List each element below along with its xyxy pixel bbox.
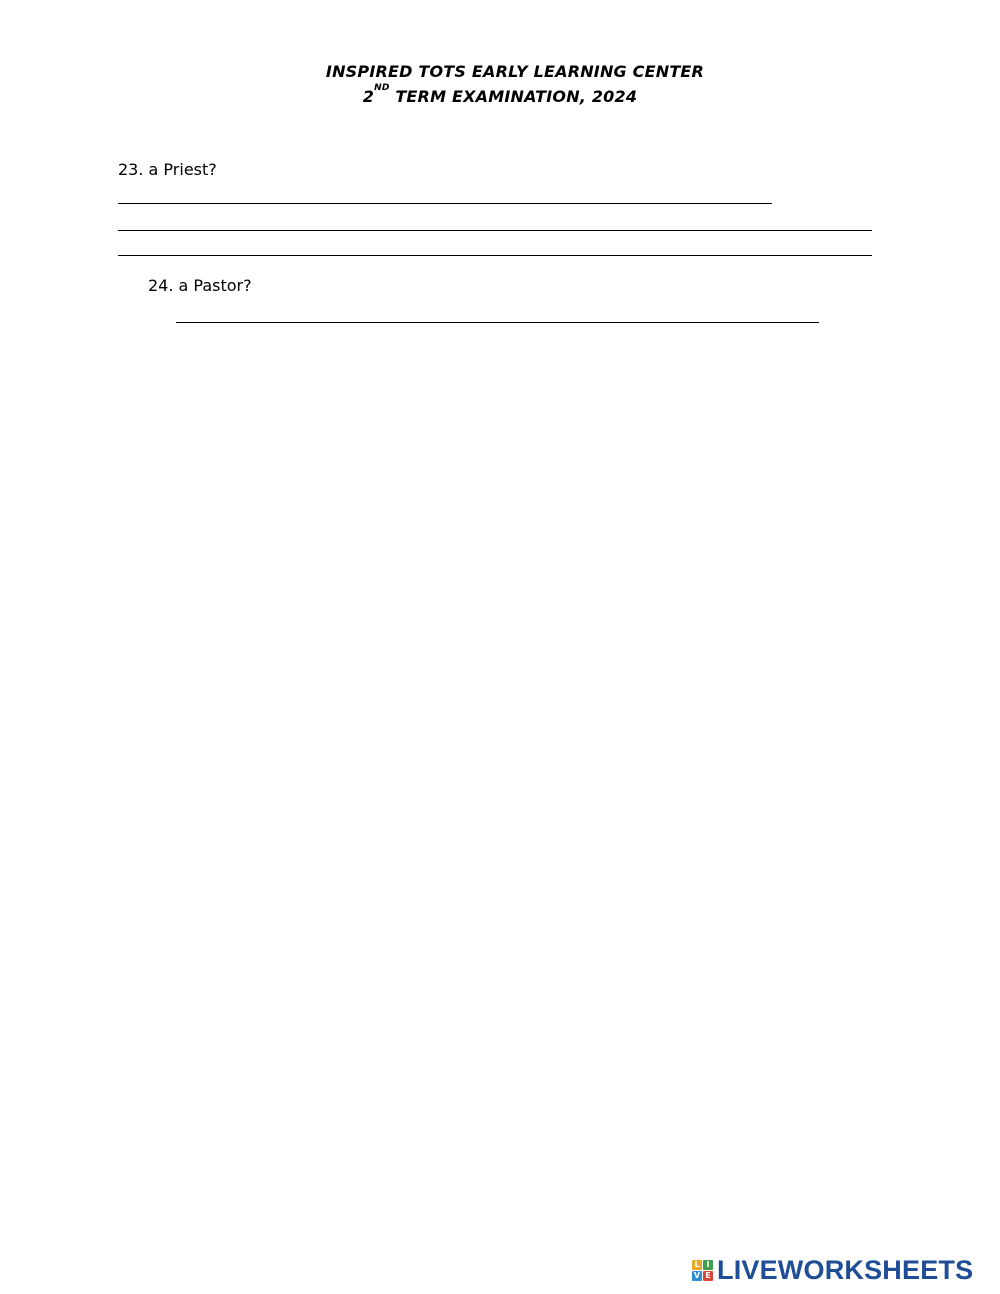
question-23: 23. a Priest? <box>118 160 217 179</box>
answer-line-24-1[interactable] <box>176 322 819 323</box>
logo-tile-i: I <box>703 1260 713 1270</box>
liveworksheets-logo-icon <box>692 1260 713 1281</box>
liveworksheets-brand <box>692 1255 973 1285</box>
answer-line-23-1[interactable] <box>118 203 772 204</box>
logo-tile-v: V <box>693 1270 701 1280</box>
answer-line-23-2[interactable] <box>118 230 872 231</box>
logo-tile-e: E <box>703 1271 713 1281</box>
logo-tile-l: L <box>692 1260 702 1270</box>
answer-line-23-3[interactable] <box>118 255 872 256</box>
exam-title-superscript: ND <box>374 83 390 93</box>
school-name: INSPIRED TOTS EARLY LEARNING CENTER <box>325 62 705 81</box>
question-24: 24. a Pastor? <box>148 276 252 295</box>
exam-title <box>0 83 1000 106</box>
liveworksheets-wordmark: LIVEWORKSHEETS <box>717 1255 974 1285</box>
exam-title-rest: TERM EXAMINATION, 2024 <box>389 87 638 106</box>
exam-title-prefix: 2 <box>362 87 375 106</box>
